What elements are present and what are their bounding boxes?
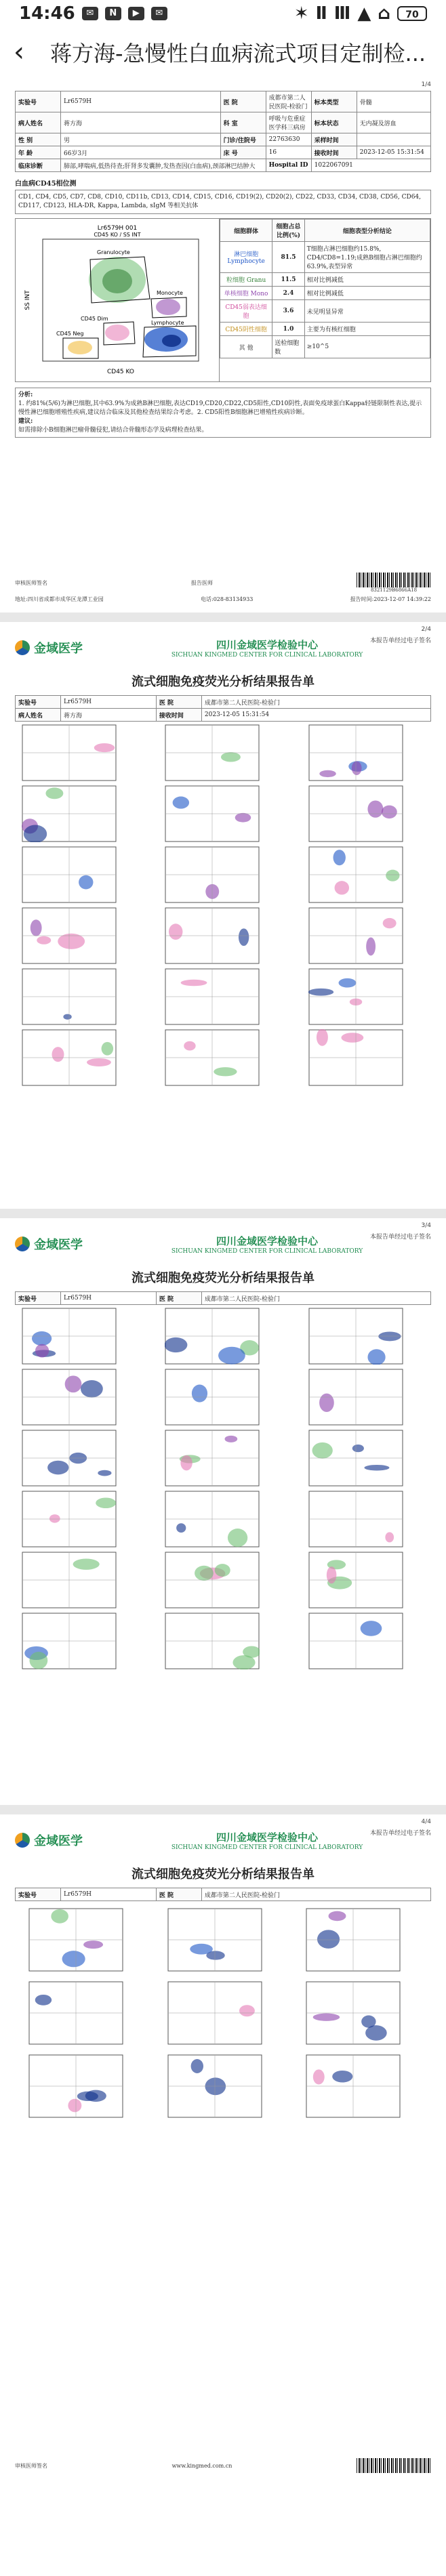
flow-plot-thumbnail [22, 846, 117, 903]
row-desc: 未见明显异常 [304, 300, 430, 323]
status-time: 14:46 [19, 3, 75, 24]
barcode-label: 实验号 [16, 1888, 61, 1901]
flow-plot [165, 846, 281, 905]
other-count: ≥10^5 [304, 336, 430, 358]
row-cell-name: 单核细胞 Mono [220, 287, 272, 300]
report-page-2 [0, 612, 446, 1209]
gate-granulocyte: Granulocyte [97, 249, 130, 255]
flow-plot [165, 968, 281, 1026]
flow-plot-thumbnail [165, 1308, 260, 1365]
row-desc: T细胞占淋巴细胞约15.8%, CD4/CD8=1.19;成熟B细胞占淋巴细胞约63.9%,表型异常 [304, 242, 430, 273]
bed-label: 床 号 [220, 146, 266, 159]
flow-plot-thumbnail [28, 1981, 123, 2045]
receive-label: 接收时间 [311, 146, 357, 159]
back-icon[interactable]: ‹ [14, 37, 24, 68]
logo [15, 1235, 103, 1253]
scatter-y-label: SS INT [24, 290, 31, 310]
flow-plot-thumbnail [308, 1308, 403, 1365]
flow-plot-thumbnail [308, 724, 403, 781]
report-page-4 [0, 1805, 446, 2482]
logo-text: 金域医学 [34, 1834, 83, 1848]
antibody-panel: CD1, CD4, CD5, CD7, CD8, CD10, CD11b, CD13, CD14, CD15, CD16, CD19(2), CD20(2), CD22, CD33, CD34, CD38, CD56, CD64, CD117, CD123, HLA-DR, Kappa, Lambda, sIgM 等相关抗体 [15, 190, 431, 214]
flow-plot-thumbnail [308, 1491, 403, 1547]
table-row [220, 300, 430, 323]
notification-icon: ✉ [82, 7, 98, 20]
page-number: 1/4 [421, 81, 431, 88]
logo-icon [15, 640, 30, 655]
flow-plot-thumbnail [165, 1369, 260, 1426]
status-bar [0, 0, 446, 27]
other-value: 送检细胞数 [272, 336, 305, 358]
flow-plot [22, 785, 138, 844]
advice-text: 如需排除小B细胞淋巴瘤骨髓侵犯,请结合骨髓形态学及病理检查结果。 [18, 427, 208, 434]
row-cell-name: CD45阴性细胞 [220, 323, 272, 336]
flow-plot [306, 1981, 418, 2046]
flow-plot [308, 1308, 424, 1366]
barcode-value: Lr6579H [61, 91, 221, 112]
flow-plot [22, 724, 138, 783]
page-footer [15, 2458, 431, 2476]
row-pct: 81.5 [272, 242, 305, 273]
hospital-value: 成都市第二人民医院-检验门 [201, 1888, 430, 1901]
sex-value: 男 [61, 133, 221, 146]
flow-plot-thumbnail [165, 1552, 260, 1608]
flow-plot [22, 1613, 138, 1671]
report-barcode [357, 2458, 431, 2473]
dept-label: 科 室 [220, 112, 266, 133]
scatter-sample-label: Lr6579H 001 [97, 225, 138, 232]
hospital-value: 成都市第二人民医院-检验门 [201, 696, 430, 709]
logo [15, 1831, 103, 1849]
report-header [15, 626, 431, 669]
flow-plot [308, 846, 424, 905]
hospital-label: 医 院 [156, 1888, 201, 1901]
flow-plot-thumbnail [165, 968, 260, 1025]
name-value: 蒋方海 [61, 709, 157, 722]
collect-label: 采样时间 [311, 133, 357, 146]
hospid-value: 1022067091 [311, 159, 430, 172]
flow-plot-thumbnail [308, 1552, 403, 1608]
receive-value: 2023-12-05 15:31:54 [201, 709, 430, 722]
granulocyte-population [89, 257, 146, 303]
center-name-cn: 四川金域医学检验中心 [216, 1831, 318, 1844]
flow-plot [306, 1908, 418, 1973]
panel-title: 白血病CD45相位测 [15, 180, 77, 188]
flow-plot-thumbnail [306, 1908, 401, 1972]
esign-note: 本报告单经过电子签名 [369, 1234, 431, 1241]
flow-plot-thumbnail [22, 785, 117, 842]
signer-label: 审核医师签名 [15, 2462, 47, 2469]
flow-plot-thumbnail [22, 1029, 117, 1086]
flow-plot [308, 1491, 424, 1549]
flow-plot-thumbnail [22, 1308, 117, 1365]
home-icon: ⌂ [378, 3, 390, 24]
row-desc: 主要为有核红细胞 [304, 323, 430, 336]
logo [15, 639, 103, 657]
col-cell-header: 细胞群体 [220, 220, 272, 242]
flow-plot [308, 1430, 424, 1488]
flow-plot [28, 1908, 140, 1973]
sex-label: 性 别 [16, 133, 61, 146]
flow-plot [165, 1029, 281, 1087]
result-table [220, 219, 430, 358]
report-header [15, 1222, 431, 1266]
report-header [15, 1819, 431, 1862]
flow-plot-thumbnail [22, 1552, 117, 1608]
flow-plot [28, 2054, 140, 2119]
scatter-svg [16, 219, 219, 381]
gate-cd45-neg: CD45 Neg [56, 331, 84, 337]
flow-plot [165, 907, 281, 965]
flow-plot [165, 1491, 281, 1549]
phone-text: 电话:028-83134933 [201, 596, 254, 602]
flow-plot-thumbnail [165, 1613, 260, 1669]
lymphocyte-population [144, 327, 188, 352]
bluetooth-icon: ✶ [293, 3, 309, 24]
flow-plot-thumbnail [165, 907, 260, 964]
barcode-value: Lr6579H [61, 1888, 157, 1901]
report-title: 流式细胞免疫荧光分析结果报告单 [131, 1867, 315, 1882]
name-label: 病人姓名 [16, 709, 61, 722]
row-cell-name: CD45弱表达细胞 [220, 300, 272, 323]
specimen-value: 骨髓 [357, 91, 430, 112]
flow-plot-thumbnail [167, 2054, 262, 2118]
flow-plot [165, 1369, 281, 1427]
flow-plot [165, 1308, 281, 1366]
collect-value [357, 133, 430, 146]
row-desc: 相对比例减低 [304, 287, 430, 300]
report-time: 报告时间:2023-12-07 14:39:22 [350, 596, 431, 602]
flow-plots-grid [15, 1305, 431, 1674]
website-text: www.kingmed.com.cn [171, 2462, 232, 2469]
flow-plot [22, 907, 138, 965]
table-row [220, 287, 430, 300]
clinical-value: 肺部,哮喘病,低热待查;肝肾多发囊肿,发热查因(白血病),颈部淋巴结肿大 [61, 159, 266, 172]
flow-plot [167, 2054, 279, 2119]
scatter-x-label: CD45 KO [106, 369, 135, 375]
flow-plot-thumbnail [22, 1491, 117, 1547]
flow-plots-grid [15, 1901, 431, 2126]
flow-plot-thumbnail [308, 1430, 403, 1487]
flow-plot-thumbnail [22, 1369, 117, 1426]
age-value: 66岁3月 [61, 146, 221, 159]
flow-plot-thumbnail [165, 1029, 260, 1086]
app-bar [0, 27, 446, 77]
flow-plot-thumbnail [308, 846, 403, 903]
flow-plot-thumbnail [167, 1908, 262, 1972]
flow-plot-thumbnail [308, 968, 403, 1025]
barcode-label: 实验号 [16, 1292, 61, 1305]
flow-plot [22, 1491, 138, 1549]
row-pct: 1.0 [272, 323, 305, 336]
page-number: 2/4 [421, 626, 431, 633]
report-title: 流式细胞免疫荧光分析结果报告单 [131, 675, 315, 689]
esign-note: 本报告单经过电子签名 [369, 1830, 431, 1837]
hospid-label: Hospital ID [266, 159, 311, 172]
flow-plot [165, 1430, 281, 1488]
logo-text: 金域医学 [34, 1238, 83, 1252]
flow-plot-thumbnail [22, 907, 117, 964]
center-name-en: SICHUAN KINGMED CENTER FOR CLINICAL LABORATORY [171, 1247, 363, 1255]
name-label: 病人姓名 [16, 112, 61, 133]
barcode-label: 实验号 [16, 696, 61, 709]
center-name-en: SICHUAN KINGMED CENTER FOR CLINICAL LABORATORY [171, 1844, 363, 1851]
page-footer [15, 573, 431, 606]
table-row [220, 323, 430, 336]
receive-label: 接收时间 [156, 709, 201, 722]
dept-value: 呼吸与危重症医学科三病房 [266, 112, 311, 133]
flow-plot [22, 1029, 138, 1087]
center-name-cn: 四川金域医学检验中心 [216, 1234, 318, 1247]
result-table-container [220, 219, 430, 381]
age-label: 年 龄 [16, 146, 61, 159]
report-title: 流式细胞免疫荧光分析结果报告单 [131, 1271, 315, 1285]
patient-info-table [15, 695, 431, 722]
flow-plot [167, 1908, 279, 1973]
flow-plots-grid [15, 722, 431, 1090]
receive-value: 2023-12-05 15:31:54 [357, 146, 430, 159]
report-barcode [357, 573, 431, 587]
barcode-value: Lr6579H [61, 1292, 157, 1305]
gate-lymphocyte: Lymphocyte [151, 320, 184, 326]
signal-icon: Ⅱ [315, 3, 327, 24]
flow-plot [22, 1369, 138, 1427]
page-number: 3/4 [421, 1222, 431, 1229]
report-page-3 [0, 1209, 446, 1805]
flow-plot-thumbnail [167, 1981, 262, 2045]
flow-plot [308, 1552, 424, 1610]
hospital-label: 医 院 [156, 1292, 201, 1305]
flow-plot-thumbnail [22, 1613, 117, 1669]
wifi-icon: ▲ [357, 3, 371, 24]
gate-monocyte: Monocyte [157, 290, 183, 296]
conclusion-box [15, 388, 431, 438]
flow-plot [308, 968, 424, 1026]
flow-plot-thumbnail [308, 1029, 403, 1086]
flow-plot [308, 1029, 424, 1087]
clinical-label: 临床诊断 [16, 159, 61, 172]
cd45-dim-population [105, 325, 129, 341]
flow-plot-thumbnail [306, 2054, 401, 2118]
document-title: 蒋方海-急慢性白血病流式项目定制检... [50, 41, 426, 66]
cd45-neg-population [68, 341, 92, 354]
play-icon: ▶ [128, 7, 144, 20]
address-text: 地址:四川省成都市成华区龙潭工业园 [15, 596, 104, 602]
flow-plot-thumbnail [28, 2054, 123, 2118]
flow-plot [308, 1369, 424, 1427]
center-name-cn: 四川金域医学检验中心 [216, 638, 318, 651]
report-page-1 [0, 77, 446, 612]
flow-plot-thumbnail [22, 1430, 117, 1487]
flow-plot [308, 724, 424, 783]
flow-plot-thumbnail [308, 1369, 403, 1426]
flow-plot [22, 846, 138, 905]
scatter-axis-label: CD45 KO / SS INT [94, 232, 141, 238]
specimen-state-value: 无内凝及溶血 [357, 112, 430, 133]
row-pct: 3.6 [272, 300, 305, 323]
table-row [220, 336, 430, 358]
name-value: 蒋方海 [61, 112, 221, 133]
flow-plot [308, 1613, 424, 1671]
conclusion-title: 分析: [18, 392, 33, 398]
reporter-label: 报告医师 [191, 579, 213, 586]
row-desc: 相对比例减低 [304, 273, 430, 287]
flow-plot-thumbnail [28, 1908, 123, 1972]
flow-plot [22, 1430, 138, 1488]
flow-plot [308, 907, 424, 965]
table-row [220, 273, 430, 287]
logo-icon [15, 1237, 30, 1251]
flow-plot-thumbnail [165, 1430, 260, 1487]
flow-plot [306, 2054, 418, 2119]
flow-plot [165, 1613, 281, 1671]
cd45-scatter-plot [16, 219, 220, 381]
signer-label: 审核医师签名 [15, 579, 47, 586]
patient-info-table [15, 1888, 431, 1901]
flow-plot-thumbnail [165, 724, 260, 781]
table-row [220, 242, 430, 273]
flow-plot-thumbnail [308, 907, 403, 964]
patient-info-table [15, 91, 431, 172]
flow-plot-thumbnail [308, 1613, 403, 1669]
hospital-label: 医 院 [156, 696, 201, 709]
flow-plot-thumbnail [165, 785, 260, 842]
document-pages[interactable] [0, 77, 446, 2482]
col-pct-header: 细胞占总比例(%) [272, 220, 305, 242]
bed-value: 16 [266, 146, 311, 159]
monocyte-population [156, 299, 180, 315]
hospital-label: 医 院 [220, 91, 266, 112]
specimen-state-label: 标本状态 [311, 112, 357, 133]
battery-icon: 70 [397, 6, 427, 21]
flow-plot-thumbnail [165, 1491, 260, 1547]
col-desc-header: 细胞表型分析结论 [304, 220, 430, 242]
other-label: 其 他 [220, 336, 272, 358]
message-icon: ✉ [151, 7, 167, 20]
flow-plot [22, 1308, 138, 1366]
flow-plot-thumbnail [308, 785, 403, 842]
patient-info-table [15, 1291, 431, 1305]
flow-plot [22, 1552, 138, 1610]
barcode-number: 8321129B6866A18 [370, 587, 418, 593]
barcode-label: 实验号 [16, 91, 61, 112]
hospital-value: 成都市第二人民医院-检验门 [266, 91, 311, 112]
row-cell-name: 粒细胞 Granu [220, 273, 272, 287]
barcode-value: Lr6579H [61, 696, 157, 709]
center-name-en: SICHUAN KINGMED CENTER FOR CLINICAL LABORATORY [171, 651, 363, 659]
signal-2-icon: Ⅲ [333, 3, 351, 24]
news-icon: N [105, 7, 121, 20]
flow-plot-thumbnail [165, 846, 260, 903]
conclusion-text: 1. 约81%(5/6)为淋巴细胞,其中63.9%为成熟B淋巴细胞,表达CD19,CD20,CD22,CD5阳性,CD10阴性,表面免疫球蛋白Kappa轻链限制性表达,提示慢性淋巴细胞增殖性疾病,建议结合临床及其他检查结果综合考虑。2. CD5阳性B细胞淋巴增殖性疾病诊断。 [18, 400, 422, 416]
flow-plot [165, 724, 281, 783]
flow-plot [28, 1981, 140, 2046]
row-pct: 11.5 [272, 273, 305, 287]
flow-plot [167, 1981, 279, 2046]
gate-cd45-dim: CD45 Dim [81, 316, 108, 322]
logo-icon [15, 1833, 30, 1848]
hospital-value: 成都市第二人民医院-检验门 [201, 1292, 430, 1305]
flow-plot-thumbnail [22, 724, 117, 781]
analysis-box [15, 218, 431, 382]
hospno-label: 门诊/住院号 [220, 133, 266, 146]
row-cell-name: 淋巴细胞 Lymphocyte [220, 242, 272, 273]
flow-plot [22, 968, 138, 1026]
flow-plot-thumbnail [22, 968, 117, 1025]
row-pct: 2.4 [272, 287, 305, 300]
specimen-label: 标本类型 [311, 91, 357, 112]
flow-plot [165, 785, 281, 844]
page-number: 4/4 [421, 1819, 431, 1825]
flow-plot-thumbnail [306, 1981, 401, 2045]
hospno-value: 22763630 [266, 133, 311, 146]
logo-text: 金域医学 [34, 642, 83, 656]
flow-plot [308, 785, 424, 844]
flow-plot [165, 1552, 281, 1610]
esign-note: 本报告单经过电子签名 [369, 638, 431, 644]
advice-title: 建议: [18, 418, 33, 425]
